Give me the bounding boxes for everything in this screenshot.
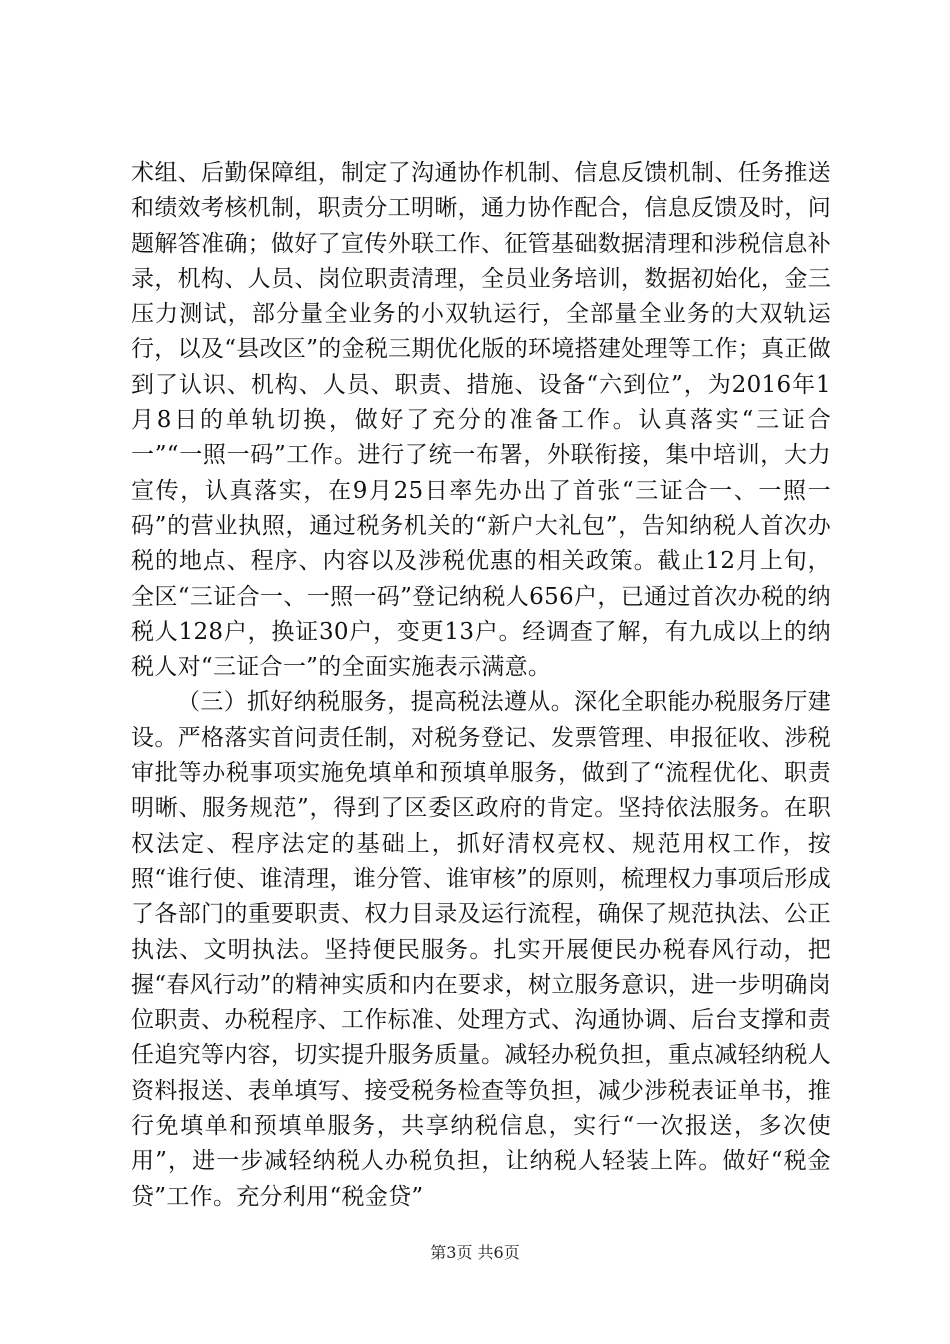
page-footer bbox=[0, 1242, 950, 1264]
page-number-label: 第3页 共6页 bbox=[430, 1243, 520, 1262]
document-body bbox=[131, 156, 831, 1215]
paragraph-section-three: （三）抓好纳税服务，提高税法遵从。深化全职能办税服务厅建设。严格落实首问责任制，对税务登记、发票管理、申报征收、涉税审批等办税事项实施免填单和预填单服务，做到了“流程优化、职责明晰、服务规范”，得到了区委区政府的肯定。坚持依法服务。在职权法定、程序法定的基础上，抓好清权亮权、规范用权工作，按照“谁行使、谁清理，谁分管、谁审核”的原则，梳理权力事项后形成了各部门的重要职责、权力目录及运行流程，确保了规范执法、公正执法、文明执法。坚持便民服务。扎实开展便民办税春风行动，把握“春风行动”的精神实质和内在要求，树立服务意识，进一步明确岗位职责、办税程序、工作标准、处理方式、沟通协调、后台支撑和责任追究等内容，切实提升服务质量。减轻办税负担，重点减轻纳税人资料报送、表单填写、接受税务检查等负担，减少涉税表证单书，推行免填单和预填单服务，共享纳税信息，实行“一次报送，多次使用”，进一步减轻纳税人办税负担，让纳税人轻装上阵。做好“税金贷”工作。充分利用“税金贷” bbox=[131, 689, 831, 1210]
paragraph-continued: 术组、后勤保障组，制定了沟通协作机制、信息反馈机制、任务推送和绩效考核机制，职责分工明晰，通力协作配合，信息反馈及时，问题解答准确；做好了宣传外联工作、征管基础数据清理和涉税信息补录，机构、人员、岗位职责清理，全员业务培训，数据初始化，金三压力测试，部分量全业务的小双轨运行，全部量全业务的大双轨运行，以及“县改区”的金税三期优化版的环境搭建处理等工作；真正做到了认识、机构、人员、职责、措施、设备“六到位”，为2016年1月8日的单轨切换，做好了充分的准备工作。认真落实“三证合一”“一照一码”工作。进行了统一布署，外联衔接，集中培训，大力宣传，认真落实，在9月25日率先办出了首张“三证合一、一照一码”的营业执照，通过税务机关的“新户大礼包”，告知纳税人首次办税的地点、程序、内容以及涉税优惠的相关政策。截止12月上旬，全区“三证合一、一照一码”登记纳税人656户，已通过首次办税的纳税人128户，换证30户，变更13户。经调查了解，有九成以上的纳税人对“三证合一”的全面实施表示满意。 bbox=[131, 160, 831, 681]
